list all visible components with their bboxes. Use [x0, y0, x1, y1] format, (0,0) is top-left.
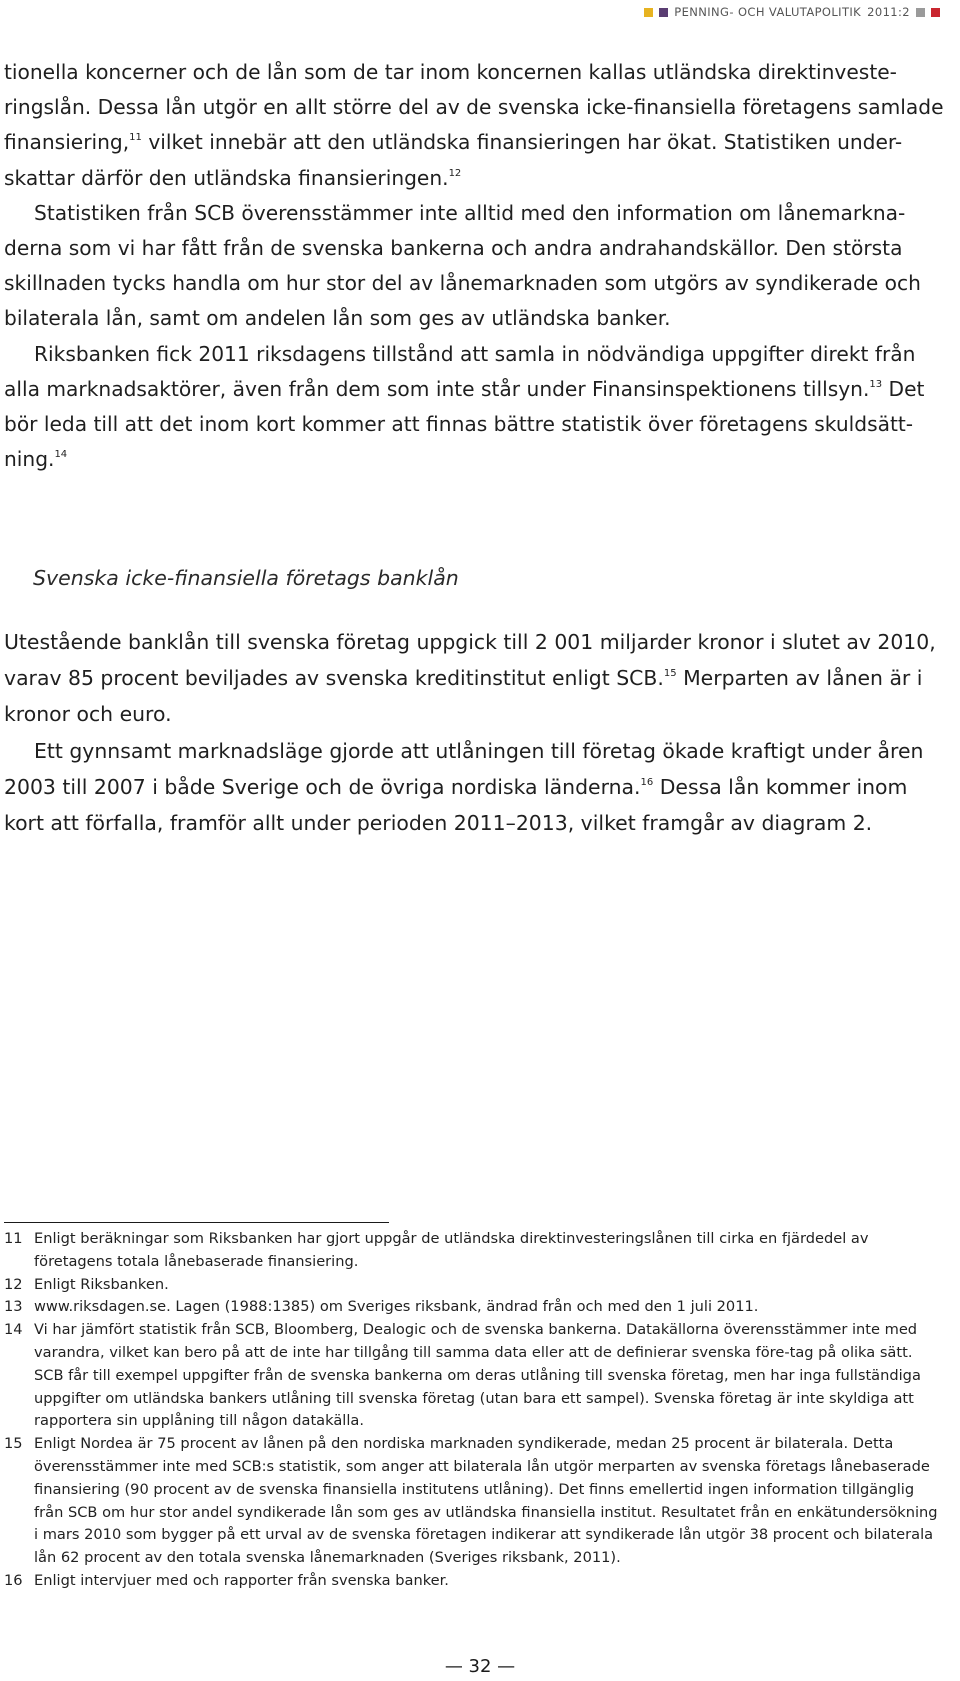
text-run: Merparten av lånen är i kronor och euro.: [4, 666, 923, 727]
paragraph: [4, 55, 944, 196]
footnote-text: Enligt intervjuer med och rapporter från svenska banker.: [34, 1571, 449, 1589]
text-run: Dessa lån kommer inom kort att förfalla, framför allt under perioden 2011–2013, vilket framgår av diagram 2.: [4, 774, 908, 836]
body-text-section-2: [4, 624, 944, 841]
footnote-text: www.riksdagen.se. Lagen (1988:1385) om Sveriges riksbank, ändrad från och med den 1 juli 2011.: [34, 1298, 759, 1316]
text-run: Ett gynnsamt marknadsläge gjorde att utlåningen till företag ökade kraftigt under åren 2003 till 2007 i både Sverige och de övriga nordiska länderna.: [4, 738, 924, 799]
footnote: [4, 1570, 944, 1593]
footnote-text: Vi har jämfört statistik från SCB, Bloomberg, Dealogic och de svenska bankerna. Datakällorna överensstämmer inte med varandra, vilket kan bero på att de inte har tillgång till samma data eller att de definierar svenska före-tag på olika sätt. SCB får till exempel uppgifter från de svenska bankerna om deras utlåning till svenska företag, men har inga fullständiga uppgifter om utländska bankers utlåning till svenska företag (utan bara ett sampel). Svenska företag är inte skyldiga att rapportera sin upplåning till någon datakälla.: [34, 1321, 921, 1430]
paragraph: [4, 624, 944, 733]
text-run: vilket innebär att den utländska finansieringen har ökat. Statistiken under-skattar därför den utländska finansieringen.: [4, 130, 903, 190]
purple-square-icon: [659, 8, 668, 17]
gray-square-icon: [916, 8, 925, 17]
footnote-text: Enligt Nordea är 75 procent av lånen på den nordiska marknaden syndikerade, medan 25 procent är bilaterala. Detta överensstämmer inte med SCB:s statistik, som anger att bilaterala lån utgör merparten av svenska företags lånebaserade finansiering (90 procent av de svenska finansiella institutens utlåning). Det finns emellertid ingen information tillgänglig från SCB om hur stor andel syndikerade lån som ges av utländska finansiella institut. Resultatet från en enkätundersökning i mars 2010 som bygger på ett urval av de svenska företagen indikerar att syndikerade lån utgör 38 procent och bilaterala lån 62 procent av den totala svenska lånemarknaden (Sveriges riksbank, 2011).: [34, 1435, 938, 1567]
footnote-number: 12: [4, 1275, 23, 1293]
body-text-section-1: [4, 55, 944, 477]
running-header: [644, 4, 940, 20]
footnote-number: 14: [4, 1321, 23, 1339]
footnote-ref: 15: [663, 668, 677, 680]
footnote-ref: 14: [54, 449, 68, 461]
footnote-ref: 12: [448, 167, 462, 179]
footnote-number: 16: [4, 1571, 23, 1589]
header-issue: 2011:2: [867, 5, 910, 19]
header-title: PENNING- OCH VALUTAPOLITIK: [674, 5, 862, 19]
footnote-number: 11: [4, 1230, 23, 1247]
footnote-number: 13: [4, 1298, 23, 1316]
footnotes: [4, 1228, 944, 1593]
footnote-ref: 16: [640, 776, 654, 788]
text-run: tionella koncerner och de lån som de tar inom koncernen kallas utländska direktinveste-ringslån. Dessa lån utgör en allt större del av de svenska icke-finansiella företagens samlade finansiering,: [4, 60, 944, 155]
page-number: — 32 —: [444, 1656, 516, 1677]
text-run: Det bör leda till att det inom kort kommer att finnas bättre statistik över företagens skuldsätt-ning.: [4, 376, 925, 472]
footnote: [4, 1228, 944, 1274]
footnote-number: 15: [4, 1435, 23, 1453]
text-run: Riksbanken fick 2011 riksdagens tillstånd att samla in nödvändiga uppgifter direkt från alla marknadsaktörer, även från dem som inte står under Finansinspektionens tillsyn.: [4, 341, 916, 401]
section-subheading: Svenska icke-finansiella företags banklån: [33, 566, 459, 590]
text-run: Statistiken från SCB överensstämmer inte alltid med den information om lånemarkna-derna som vi har fått från de svenska bankerna och andra andrahandskällor. Den största skillnaden tycks handla om hur stor del av lånemarknaden som utgörs av syndikerade och bilaterala lån, samt om andelen lån som ges av utländska banker.: [4, 200, 921, 331]
footnote: [4, 1433, 944, 1570]
footnote-text: Enligt Riksbanken.: [34, 1275, 169, 1293]
paragraph: [4, 337, 944, 478]
footnote: [4, 1319, 944, 1433]
footnote-text: Enligt beräkningar som Riksbanken har gjort uppgår de utländska direktinvesteringslånen till cirka en fjärdedel av företagens totala lånebaserade finansiering.: [34, 1230, 869, 1270]
paragraph: [4, 733, 944, 842]
footnote-divider: [4, 1222, 389, 1223]
footnote: [4, 1296, 944, 1319]
red-square-icon: [931, 8, 940, 17]
yellow-square-icon: [644, 8, 653, 17]
paragraph: [4, 196, 944, 337]
footnote-ref: 13: [869, 378, 883, 390]
footnote-ref: 11: [129, 132, 142, 144]
footnote: [4, 1274, 944, 1297]
text-run: Utestående banklån till svenska företag uppgick till 2 001 miljarder kronor i slutet av 2010, varav 85 procent beviljades av svenska kreditinstitut enligt SCB.: [4, 630, 936, 691]
